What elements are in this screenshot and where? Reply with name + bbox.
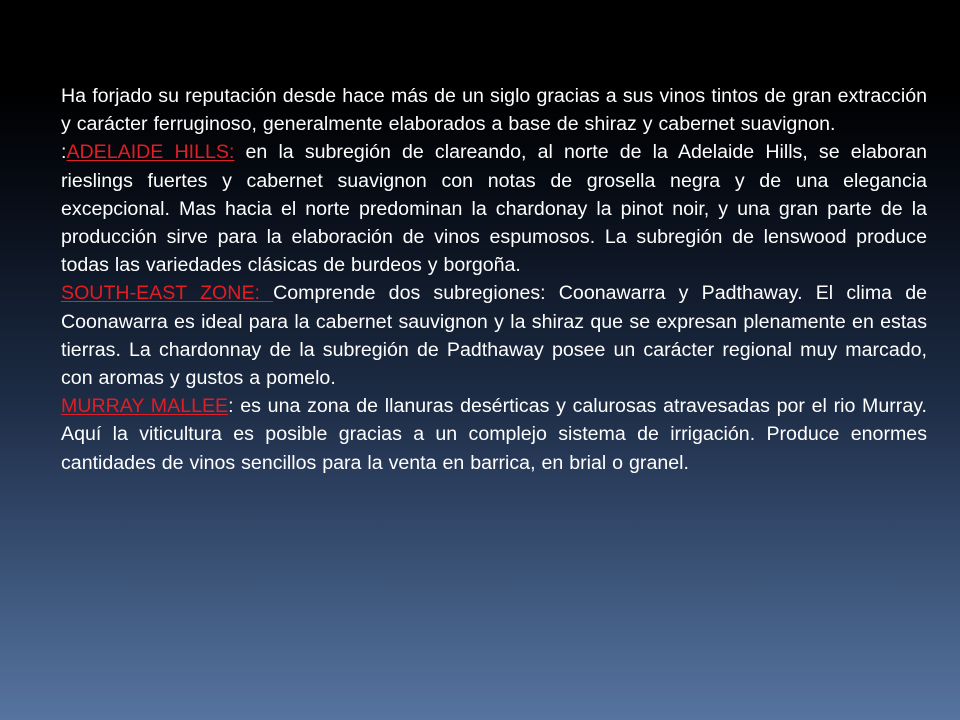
section-body-murray-mallee: : es una zona de llanuras desérticas y calurosas atravesadas por el rio Murray. Aquí la viticultura es posible gracias a un complejo sistema de irrigación. Produce enormes cantidades de vinos sencillos para la venta en barrica, en brial o granel. bbox=[61, 395, 927, 474]
section-body-adelaide-hills: en la subregión de clareando, al norte de la Adelaide Hills, se elaboran rieslings fuertes y cabernet suavignon con notas de grosella negra y de una elegancia excepcional. Mas hacia el norte predominan la chardonay la pinot noir, y una gran parte de la producción sirve para la elaboración de vinos espumosos. La subregión de lenswood produce todas las variedades clásicas de burdeos y borgoña. bbox=[61, 141, 927, 277]
section-heading-adelaide-hills: ADELAIDE HILLS: bbox=[66, 141, 235, 164]
section-south-east-zone bbox=[61, 279, 927, 392]
section-prefix: : bbox=[61, 141, 67, 164]
section-body-south-east-zone: Comprende dos subregiones: Coonawarra y Padthaway. El clima de Coonawarra es ideal para la cabernet sauvignon y la shiraz que se expresan plenamente en estas tierras. La chardonnay de la subregión de Padthaway posee un carácter regional muy marcado, con aromas y gustos a pomelo. bbox=[61, 282, 927, 390]
intro-paragraph bbox=[61, 82, 927, 138]
section-heading-south-east-zone: SOUTH-EAST ZONE: bbox=[61, 282, 274, 305]
section-heading-murray-mallee: MURRAY MALLEE bbox=[61, 395, 229, 418]
intro-text: Ha forjado su reputación desde hace más de un siglo gracias a sus vinos tintos de gran extracción y carácter ferruginoso, generalmente elaborados a base de shiraz y cabernet suavignon. bbox=[61, 85, 927, 136]
section-murray-mallee bbox=[61, 392, 927, 477]
section-adelaide-hills bbox=[61, 138, 927, 279]
slide-text-body bbox=[61, 82, 927, 477]
